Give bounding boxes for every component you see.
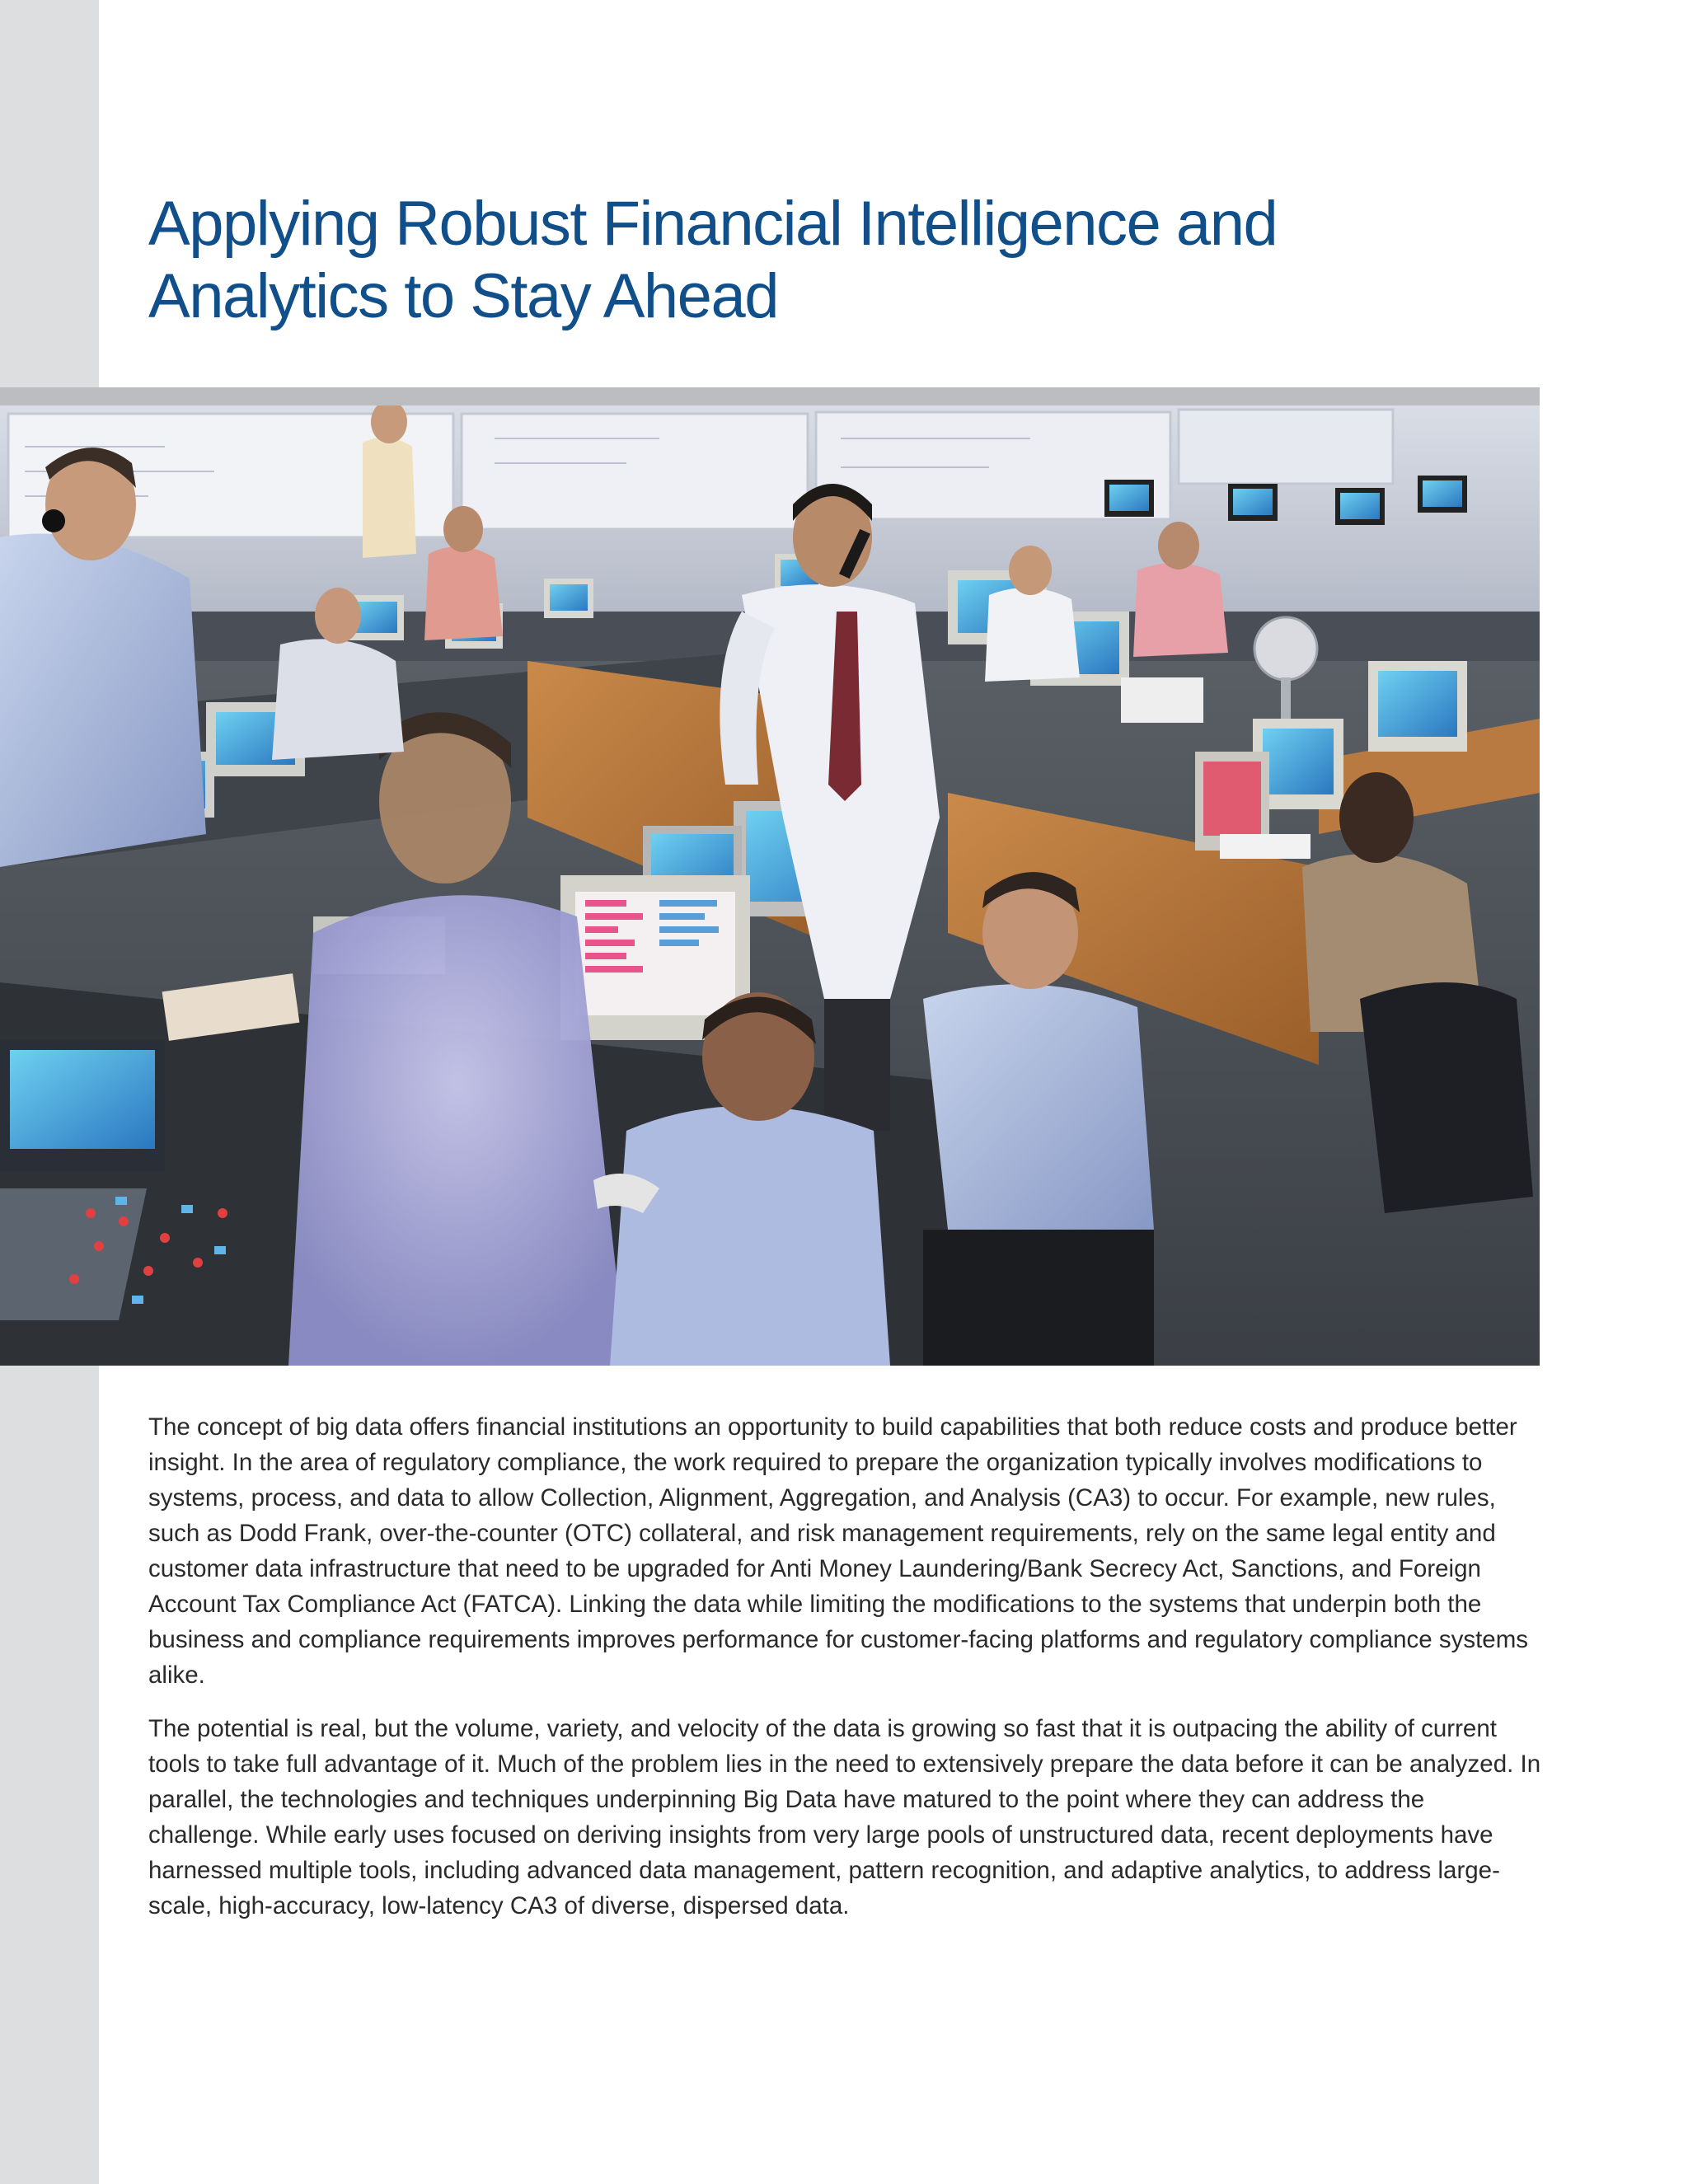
page-title-line-1: Applying Robust Financial Intelligence and — [148, 189, 1278, 259]
page-title-line-2: Analytics to Stay Ahead — [148, 261, 778, 331]
body-paragraph-2: The potential is real, but the volume, variety, and velocity of the data is growing so fast that it is outpacing the ability of current tools to take full advantage of it. Much of the problem lies in the need to extensively prepare the data before it can be analyzed. In parallel, the technologies and techniques underpinning Big Data have matured to the point where they can address the challenge. While early uses focused on deriving insights from very large pools of unstructured data, recent deployments have harnessed multiple tools, including advanced data management, pattern recognition, and adaptive analytics, to address large-scale, high-accuracy, low-latency CA3 of diverse, dispersed data. — [148, 1715, 1541, 1919]
trading-floor-illustration — [0, 405, 1540, 1366]
page-title — [148, 188, 1550, 333]
body-paragraph-1: The concept of big data offers financial institutions an opportunity to build capabilities that both reduce costs and produce better insight. In the area of regulatory compliance, the work required to prepare the organization typically involves modifications to systems, process, and data to allow Collection, Alignment, Aggregation, and Analysis (CA3) to occur. For example, new rules, such as Dodd Frank, over-the-counter (OTC) collateral, and risk management requirements, rely on the same legal entity and customer data infrastructure that need to be upgraded for Anti Money Laundering/Bank Secrecy Act, Sanctions, and Foreign Account Tax Compliance Act (FATCA). Linking the data while limiting the modifications to the systems that underpin both the business and compliance requirements improves performance for customer-facing platforms and regulatory compliance systems alike. — [148, 1413, 1529, 1689]
photo-top-bar — [0, 387, 1540, 405]
trading-floor-photo — [0, 405, 1540, 1366]
article-body — [148, 1409, 1541, 1942]
